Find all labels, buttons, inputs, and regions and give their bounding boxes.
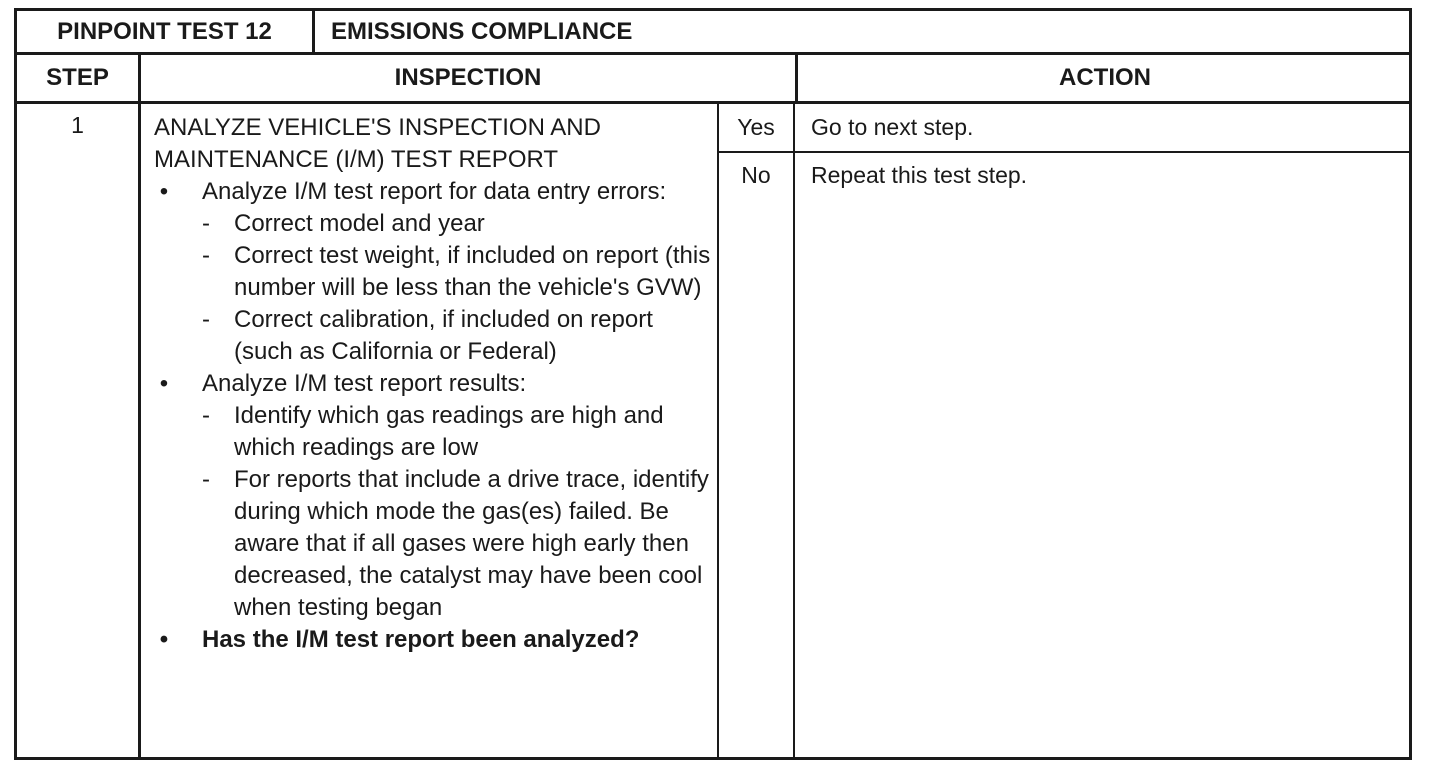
divider: [717, 151, 1409, 153]
sub-list-item: [202, 400, 714, 464]
divider: [793, 104, 795, 757]
question-item: [154, 624, 714, 656]
bullet-text: Analyze I/M test report for data entry errors:: [202, 178, 667, 205]
bullet-icon: •: [159, 370, 169, 397]
sub-list-item: [202, 208, 714, 240]
question-text: Has the I/M test report been analyzed?: [202, 626, 640, 653]
bullet-icon: •: [159, 178, 169, 205]
dash-icon: -: [202, 242, 210, 269]
bullet-text: Analyze I/M test report results:: [202, 370, 527, 397]
step-heading-line: MAINTENANCE (I/M) TEST REPORT: [154, 146, 559, 173]
sub-list-item: [202, 240, 714, 304]
list-item: [154, 176, 714, 368]
test-name: EMISSIONS COMPLIANCE: [331, 17, 633, 45]
dash-icon: -: [202, 466, 210, 493]
action-column-header: ACTION: [1059, 64, 1151, 91]
step-row: [17, 104, 1409, 757]
list-item: [154, 368, 714, 624]
sub-list-item: [202, 304, 714, 368]
step-heading-line: ANALYZE VEHICLE'S INSPECTION AND: [154, 114, 601, 141]
sub-item-text: Identify which gas readings are high and which readings are low: [234, 402, 664, 461]
inspection-cell: [154, 112, 714, 656]
dash-icon: -: [202, 306, 210, 333]
step-number: 1: [71, 112, 84, 138]
title-row: [17, 11, 1409, 55]
yes-label: Yes: [737, 114, 775, 140]
step-column-header: STEP: [17, 55, 141, 101]
divider: [138, 104, 141, 757]
dash-icon: -: [202, 210, 210, 237]
sub-item-text: Correct test weight, if included on report (this number will be less than the vehicle's GVW): [234, 242, 711, 301]
no-action: Repeat this test step.: [811, 162, 1028, 188]
sub-item-text: Correct calibration, if included on report (such as California or Federal): [234, 306, 653, 365]
bullet-icon: •: [159, 626, 169, 653]
sub-item-text: Correct model and year: [234, 210, 485, 237]
no-label: No: [741, 162, 771, 188]
pinpoint-test-table: [14, 8, 1412, 760]
sub-list-item: [202, 464, 714, 624]
test-id: PINPOINT TEST 12: [17, 11, 315, 52]
column-header-row: [17, 55, 1409, 104]
divider: [717, 104, 719, 757]
dash-icon: -: [202, 402, 210, 429]
yes-action: Go to next step.: [811, 114, 974, 140]
sub-item-text: For reports that include a drive trace, identify during which mode the gas(es) failed. Be aware that if all gases were high early then decreased, the catalyst may have been cool when testing began: [234, 466, 709, 621]
inspection-column-header: INSPECTION: [141, 55, 798, 101]
